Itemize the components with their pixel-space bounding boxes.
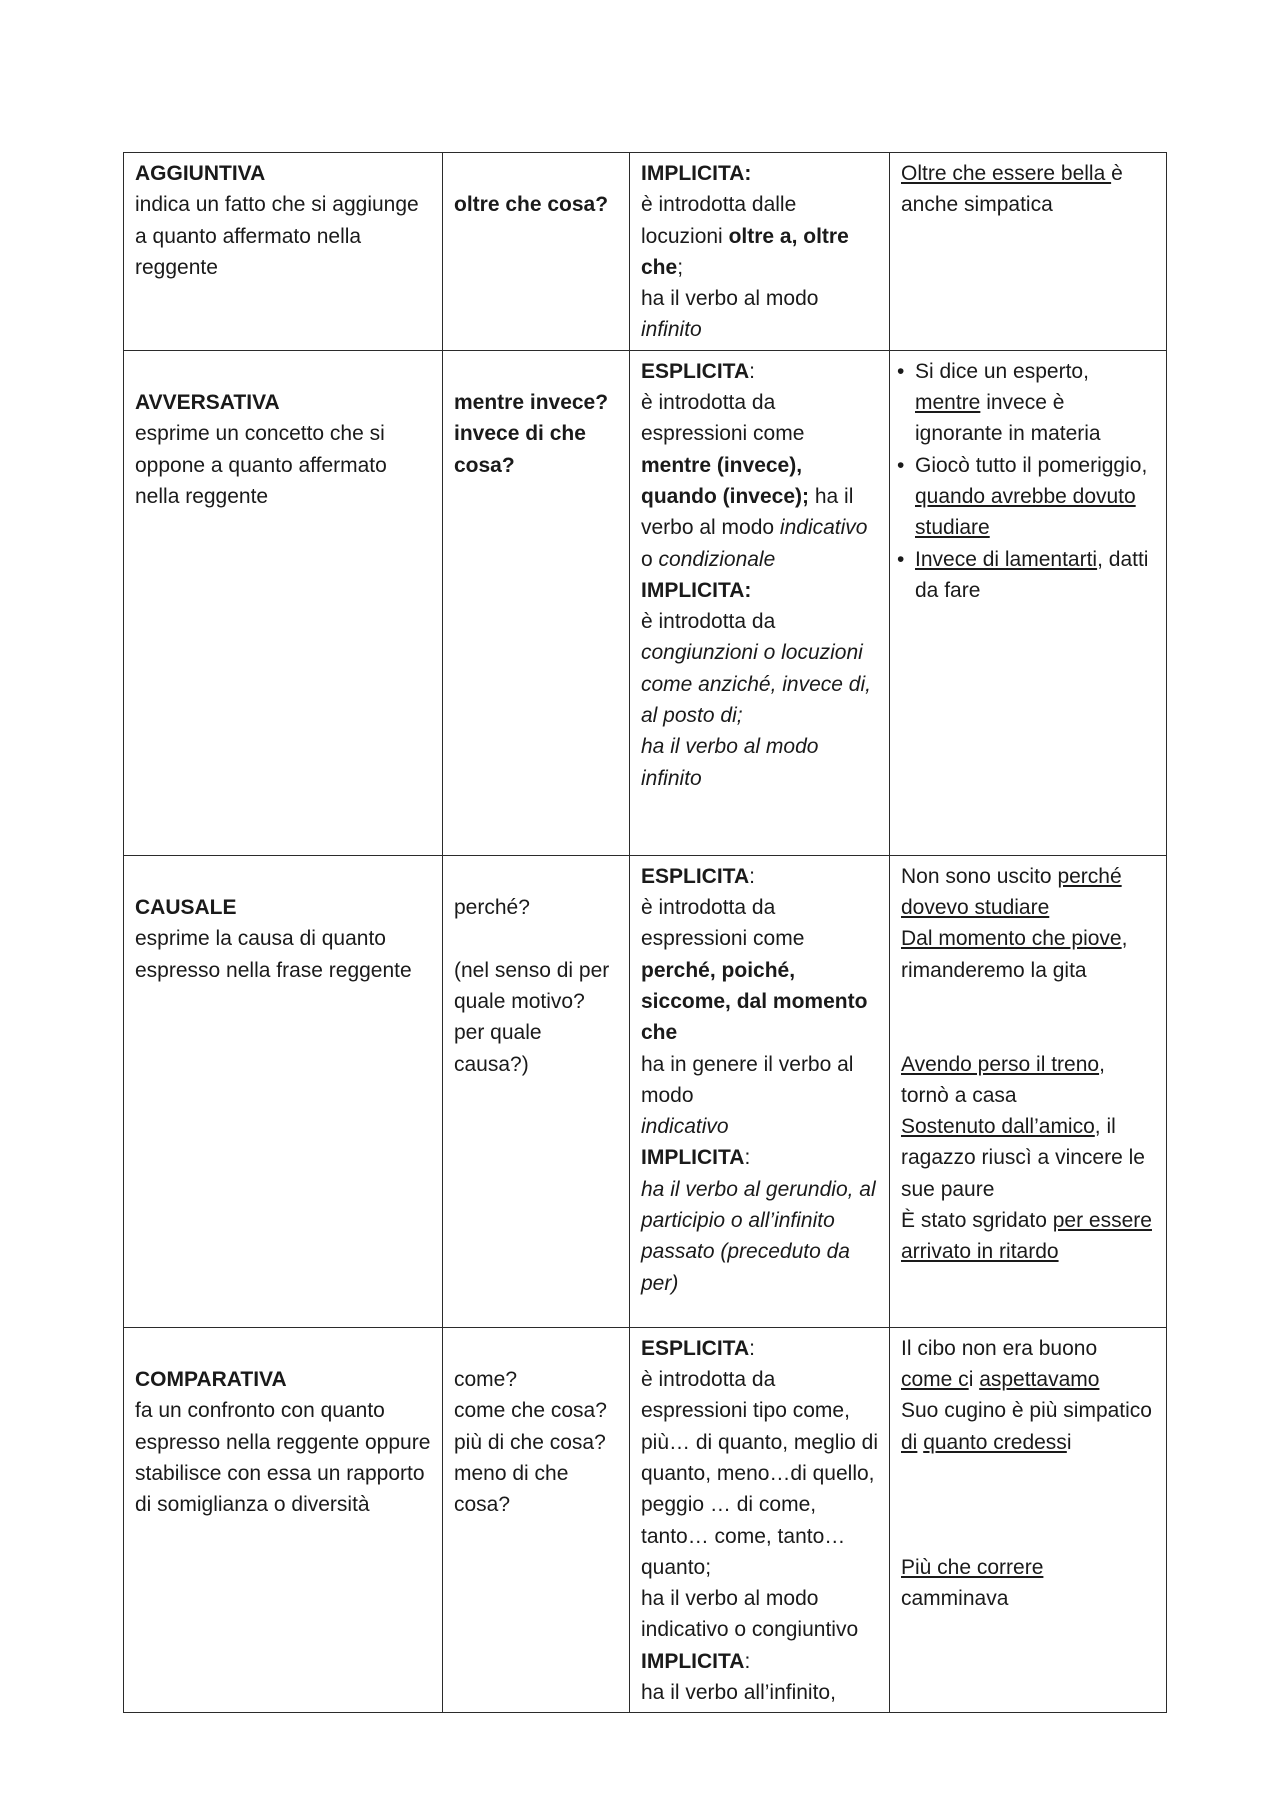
forms-cell (630, 855, 890, 1327)
forms-cell (630, 1327, 890, 1713)
example-sentence: Dal momento che piove, rimanderemo la gita (901, 927, 1128, 982)
form-intro: è introdotta da (641, 610, 776, 634)
clause-question: meno di che cosa? (454, 1461, 569, 1517)
table-row (124, 1327, 1167, 1713)
table-row (124, 350, 1167, 855)
clause-name: AGGIUNTIVA (135, 162, 266, 185)
clause-type-cell (124, 1327, 443, 1713)
forms-cell (630, 153, 890, 351)
form-expressions: mentre (invece), quando (invece); ha il verbo al modo indicativo o condizionale (641, 453, 868, 571)
clause-type-cell (124, 855, 443, 1327)
table-row (124, 855, 1167, 1327)
example-sentence: Il cibo non era buono come ci aspettavamo (901, 1336, 1100, 1392)
esplicita-label: ESPLICITA: (641, 864, 755, 888)
clause-name: CAUSALE (135, 896, 237, 920)
form-intro: è introdotta da espressioni tipo come, più… di quanto, meglio di quanto, meno…di quello, peggio … di come, tanto… come, tanto… quanto; (641, 1368, 878, 1579)
list-item: • Si dice un esperto, mentre invece è ignorante in materia (897, 359, 1101, 446)
forms-cell (630, 350, 890, 855)
clause-type-cell (124, 153, 443, 351)
example-sentence: Non sono uscito perché dovevo studiare (901, 864, 1122, 920)
implicita-label: IMPLICITA: (641, 1146, 751, 1170)
clause-question: più di che cosa? (454, 1430, 606, 1454)
clause-question: oltre che cosa? (454, 193, 609, 217)
example-sentence: Oltre che essere bella è anche simpatica (901, 162, 1123, 217)
clause-description: esprime un concetto che si oppone a quanto affermato nella reggente (135, 422, 387, 508)
example-sentence: Sostenuto dall’amico, il ragazzo riuscì a vincere le sue paure (901, 1115, 1145, 1201)
form-mode: infinito (641, 318, 702, 342)
esplicita-label: ESPLICITA: (641, 359, 755, 383)
clause-question: perché? (454, 896, 530, 920)
form-intro: è introdotta da espressioni come (641, 391, 805, 446)
list-item: • Giocò tutto il pomeriggio, quando avrebbe dovuto studiare (897, 453, 1148, 540)
implicita-label: IMPLICITA: (641, 578, 752, 602)
example-list (897, 356, 1156, 606)
form-mode: indicativo (641, 1115, 729, 1139)
clause-question: come che cosa? (454, 1399, 607, 1423)
form-verb: ha in genere il verbo al modo (641, 1052, 854, 1107)
clause-description: indica un fatto che si aggiunge a quanto affermato nella reggente (135, 193, 419, 279)
clause-name: AVVERSATIVA (135, 391, 280, 415)
example-cell (890, 855, 1167, 1327)
subordinate-clauses-table (123, 152, 1167, 1713)
form-verb: ha il verbo al gerundio, al participio o all’infinito passato (preceduto da per) (641, 1177, 876, 1295)
form-expressions: perché, poiché, siccome, dal momento che (641, 958, 868, 1045)
clause-type-cell (124, 350, 443, 855)
clause-question: mentre invece? (454, 391, 609, 415)
example-sentence: Avendo perso il treno, tornò a casa (901, 1052, 1105, 1107)
example-sentence: Suo cugino è più simpatico di quanto credessi (901, 1399, 1152, 1454)
form-verb: ha il verbo all’infinito, (641, 1681, 836, 1705)
clause-question: come? (454, 1368, 518, 1392)
clause-question-note: (nel senso di per quale motivo? per quale causa?) (454, 958, 610, 1076)
form-intro: è introdotta dalle locuzioni oltre a, oltre che; (641, 193, 849, 279)
question-cell (443, 350, 630, 855)
table-row (124, 153, 1167, 351)
implicita-label: IMPLICITA: (641, 162, 752, 185)
clause-description: fa un confronto con quanto espresso nella reggente oppure stabilisce con essa un rapporto di somiglianza o diversità (135, 1399, 431, 1517)
example-cell (890, 350, 1167, 855)
form-verb: ha il verbo al modo infinito (641, 735, 819, 790)
implicita-label: IMPLICITA: (641, 1649, 751, 1673)
form-conjunctions: congiunzioni o locuzioni come anziché, invece di, al posto di; (641, 641, 871, 728)
form-verb: ha il verbo al modo indicativo o congiuntivo (641, 1587, 859, 1642)
list-item: • Invece di lamentarti, datti da fare (897, 547, 1149, 602)
question-cell (443, 153, 630, 351)
question-cell (443, 855, 630, 1327)
example-cell (890, 1327, 1167, 1713)
example-sentence: È stato sgridato per essere arrivato in ritardo (901, 1209, 1152, 1264)
esplicita-label: ESPLICITA: (641, 1336, 755, 1360)
example-cell (890, 153, 1167, 351)
question-cell (443, 1327, 630, 1713)
clause-name: COMPARATIVA (135, 1368, 287, 1392)
example-sentence: Più che correre (901, 1555, 1044, 1579)
form-intro: è introdotta da espressioni come (641, 896, 805, 951)
clause-question: invece di che cosa? (454, 422, 586, 477)
form-verb: ha il verbo al modo (641, 287, 819, 311)
clause-description: esprime la causa di quanto espresso nella frase reggente (135, 927, 412, 982)
example-sentence: camminava (901, 1587, 1009, 1611)
